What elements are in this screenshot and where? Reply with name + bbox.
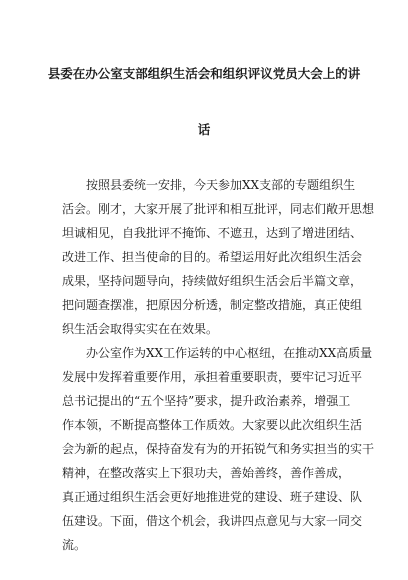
paragraph-2-line-4: 作本领，不断提高整体工作质效。大家要以此次组织生活 bbox=[62, 418, 363, 432]
paragraph-2-line-6: 精神，在整改落实上下狠功夫，善始善终，善作善成， bbox=[62, 466, 351, 480]
paragraph-2-line-1: 办公室作为XX工作运转的中心枢纽，在推动XX高质量 bbox=[86, 346, 373, 360]
paragraph-1-line-1: 按照县委统一安排，今天参加XX支部的专题组织生 bbox=[86, 178, 356, 192]
paragraph-1-line-2: 活会。刚才，大家开展了批评和相互批评，同志们敞开思想 bbox=[62, 202, 375, 216]
paragraph-1-line-7: 织生活会取得实实在在效果。 bbox=[62, 322, 219, 336]
document-title-line-1: 县委在办公室支部组织生活会和组织评议党员大会上的讲 bbox=[47, 66, 361, 81]
paragraph-2-line-8: 伍建设。下面，借这个机会，我讲四点意见与大家一同交 bbox=[62, 514, 363, 528]
paragraph-2-line-2: 发展中发挥着重要作用，承担着重要职责，要牢记习近平 bbox=[62, 370, 363, 384]
paragraph-1-line-6: 把问题查摆准，把原因分析透，制定整改措施，真正使组 bbox=[62, 298, 363, 312]
paragraph-2-line-5: 会为新的起点，保持奋发有为的开拓锐气和务实担当的实干 bbox=[62, 442, 375, 456]
paragraph-1-line-4: 改进工作、担当使命的目的。希望运用好此次组织生活会 bbox=[62, 250, 363, 264]
document-title-line-2: 话 bbox=[197, 122, 211, 137]
paragraph-1-line-5: 成果，坚持问题导向，持续做好组织生活会后半篇文章， bbox=[62, 274, 363, 288]
paragraph-1-line-3: 坦诚相见，自我批评不掩饰、不遮丑，达到了增进团结、 bbox=[62, 226, 363, 240]
paragraph-2-line-3: 总书记提出的“五个坚持”要求，提升政治素养，增强工 bbox=[62, 394, 351, 408]
paragraph-2-line-7: 真正通过组织生活会更好地推进党的建设、班子建设、队 bbox=[62, 490, 363, 504]
paragraph-2-line-9: 流。 bbox=[62, 538, 87, 552]
